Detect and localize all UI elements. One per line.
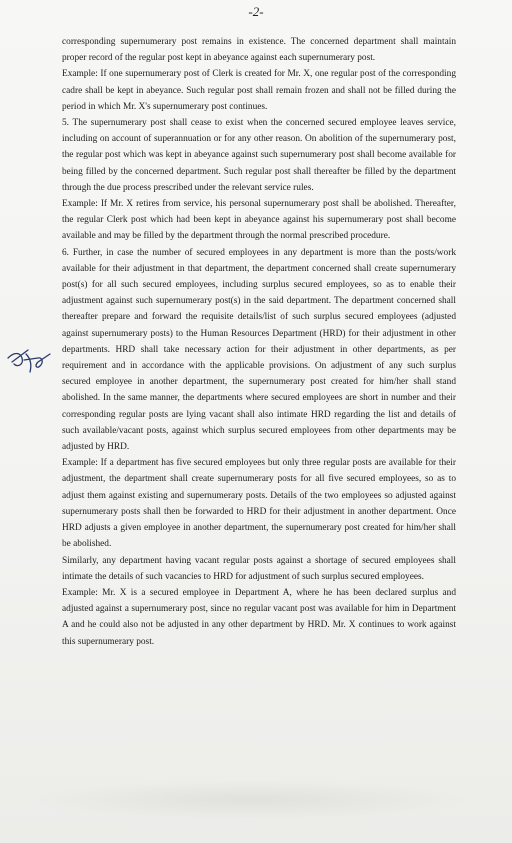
paragraph: Similarly, any department having vacant regular posts against a shortage of secured employees shall intimate the details of such vacancies to HRD for adjustment of such surplus secured employees. bbox=[62, 555, 456, 582]
paragraph-example: Example: If one supernumerary post of Clerk is created for Mr. X, one regular post of the corresponding cadre shall be kept in abeyance. Such regular post shall remain frozen and shall not be filled during the period in which Mr. X's supernumerary post continues. bbox=[62, 69, 456, 112]
paragraph: corresponding supernumerary post remains in existence. The concerned department shall maintain proper record of the regular post kept in abeyance against each supernumerary post. bbox=[62, 37, 456, 64]
paragraph-clause-6: 6. Further, in case the number of secured employees in any department is more than the posts/work available for their adjustment in that department, the department concerned shall create supernumerary post(s) for all such secured employees, including surplus secured employees, so as to enable their adjustment against such supernumerary post(s) in the said department. The department concerned shall thereafter prepare and forward the requisite details/list of such surplus secured employees (adjusted against supernumerary posts) to the Human Resources Department (HRD) for their adjustment in other departments. HRD shall take necessary action for their adjustment in other departments, as per requirement and in accordance with the applicable provisions. On adjustment of any such surplus secured employee in another department, the supernumerary post created for him/her shall stand abolished. In the same manner, the departments where secured employees are short in number and their corresponding regular posts are lying vacant shall also intimate HRD regarding the list and details of such available/vacant posts, against which surplus secured employees from other departments may be adjusted by HRD. bbox=[62, 247, 456, 453]
paragraph-clause-5: 5. The supernumerary post shall cease to exist when the concerned secured employee leaves service, including on account of superannuation or for any other reason. On abolition of the supernumerary post, the regular post which was kept in abeyance against such supernumerary post shall become available for being filled by the concerned department. Such regular post shall thereafter be filled by the department through the due process prescribed under the relevant service rules. bbox=[62, 118, 456, 193]
paragraph-example: Example: If a department has five secured employees but only three regular posts are available for their adjustment, the department shall create supernumerary posts for all five secured employees, so as to adjust them against existing and supernumerary posts. Details of the two employees so adjusted against supernumerary posts shall then be forwarded to HRD for their adjustment in another department. Once HRD adjusts a given employee in another department, the supernumerary post created for him/her shall be abolished. bbox=[62, 458, 456, 550]
page-number: -2- bbox=[248, 4, 264, 19]
handwritten-signature bbox=[4, 344, 56, 378]
paragraph-example: Example: If Mr. X retires from service, his personal supernumerary post shall be abolished. Thereafter, the regular Clerk post which had been kept in abeyance against his supernumerary post shall become available and may be filled by the department through the normal prescribed procedure. bbox=[62, 199, 456, 242]
paragraph-example: Example: Mr. X is a secured employee in Department A, where he has been declared surplus and adjusted against a supernumerary post, since no regular vacant post was available for him in Department A and he could also not be adjusted in any other department by HRD. Mr. X continues to work against this supernumerary post. bbox=[62, 587, 456, 647]
document-body bbox=[62, 34, 456, 650]
scan-shadow bbox=[30, 780, 470, 820]
